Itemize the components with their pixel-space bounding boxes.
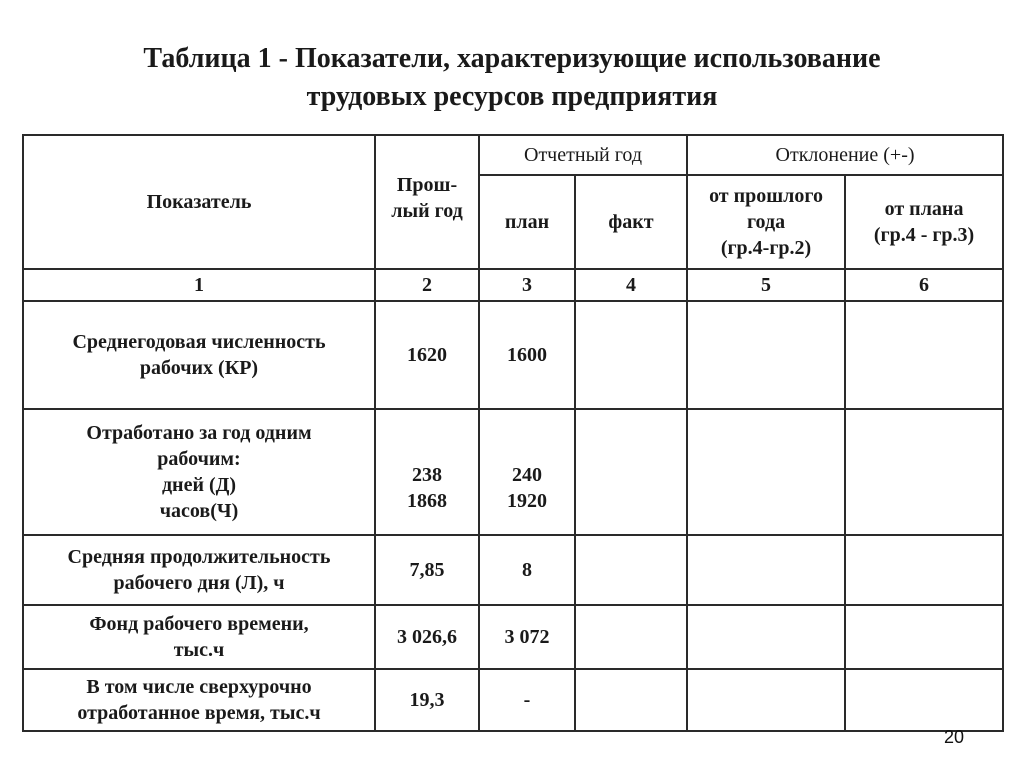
- cell-value: 3 072: [504, 626, 550, 648]
- row-label-line: рабочих (КР): [139, 357, 259, 379]
- col-number-4: 4: [575, 269, 687, 301]
- cell-dev-plan: [845, 535, 1003, 605]
- row-label: [23, 301, 375, 409]
- row-label-line: часов(Ч): [159, 500, 239, 522]
- title-line-2: трудовых ресурсов предприятия: [306, 81, 718, 112]
- col-number-2: 2: [375, 269, 479, 301]
- cell-dev-prev: [687, 535, 845, 605]
- cell-value: 1600: [507, 344, 547, 366]
- row-label-line: рабочим:: [157, 448, 241, 470]
- header-from-plan-line-2: (гр.4 - гр.3): [873, 224, 975, 246]
- cell-fact: [575, 605, 687, 669]
- table-row: [23, 669, 1003, 731]
- cell-dev-prev: [687, 669, 845, 731]
- cell-value: 240: [512, 464, 542, 486]
- row-label-line: В том числе сверхурочно: [86, 676, 312, 698]
- row-label: [23, 605, 375, 669]
- col-number-6: 6: [845, 269, 1003, 301]
- title-line-1: Таблица 1 - Показатели, характеризующие использование: [143, 43, 881, 74]
- cell-value: 1620: [407, 344, 447, 366]
- row-label-line: отработанное время, тыс.ч: [77, 702, 321, 724]
- row-label-line: Фонд рабочего времени,: [89, 613, 309, 635]
- header-from-prev: [687, 175, 845, 269]
- row-label-line: тыс.ч: [173, 639, 225, 661]
- row-label-line: Среднегодовая численность: [72, 331, 326, 353]
- page-number: 20: [943, 727, 964, 747]
- row-label: [23, 535, 375, 605]
- cell-plan: [479, 301, 575, 409]
- cell-prev-year: [375, 669, 479, 731]
- cell-fact: [575, 535, 687, 605]
- cell-dev-plan: [845, 605, 1003, 669]
- labor-resources-table: [22, 134, 1004, 732]
- cell-value: 8: [522, 559, 532, 581]
- page-title: [0, 40, 1024, 116]
- cell-fact: [575, 409, 687, 535]
- table-row: [23, 535, 1003, 605]
- cell-plan: [479, 535, 575, 605]
- header-row-1: [23, 135, 1003, 175]
- cell-fact: [575, 301, 687, 409]
- table-row: [23, 301, 1003, 409]
- header-fact: факт: [575, 175, 687, 269]
- cell-prev-year: [375, 535, 479, 605]
- cell-dev-prev: [687, 605, 845, 669]
- cell-value: 1868: [407, 490, 447, 512]
- row-label-line: Отработано за год одним: [86, 422, 312, 444]
- cell-dev-prev: [687, 409, 845, 535]
- header-plan: план: [479, 175, 575, 269]
- cell-value: 238: [412, 464, 442, 486]
- col-number-5: 5: [687, 269, 845, 301]
- cell-value: -: [523, 689, 531, 711]
- header-deviation: Отклонение (+-): [687, 135, 1003, 175]
- cell-value: 19,3: [409, 689, 445, 711]
- cell-prev-year: [375, 605, 479, 669]
- cell-value: 3 026,6: [397, 626, 457, 648]
- cell-fact: [575, 669, 687, 731]
- col-number-1: 1: [23, 269, 375, 301]
- row-label: [23, 409, 375, 535]
- row-label-line: Средняя продолжительность: [67, 546, 331, 568]
- cell-dev-plan: [845, 409, 1003, 535]
- cell-prev-year: [375, 409, 479, 535]
- row-label: [23, 669, 375, 731]
- header-prev-year: [375, 135, 479, 269]
- cell-plan: [479, 605, 575, 669]
- table-row: [23, 605, 1003, 669]
- cell-value: 1920: [507, 490, 547, 512]
- cell-dev-prev: [687, 301, 845, 409]
- col-number-3: 3: [479, 269, 575, 301]
- cell-plan: [479, 669, 575, 731]
- header-from-plan-line-1: от плана: [884, 198, 964, 220]
- row-label-line: рабочего дня (Л), ч: [113, 572, 285, 594]
- cell-dev-plan: [845, 301, 1003, 409]
- header-from-prev-line-3: (гр.4-гр.2): [720, 237, 812, 259]
- header-from-prev-line-1: от прошлого: [709, 185, 823, 207]
- header-prev-year-line-1: Прош-: [396, 174, 458, 196]
- column-numbers-row: [23, 269, 1003, 301]
- header-prev-year-line-2: лый год: [391, 200, 463, 222]
- row-label-line: дней (Д): [161, 474, 237, 496]
- cell-plan: [479, 409, 575, 535]
- table-row: [23, 409, 1003, 535]
- header-report-year: Отчетный год: [479, 135, 687, 175]
- cell-dev-plan: [845, 669, 1003, 731]
- cell-prev-year: [375, 301, 479, 409]
- header-from-prev-line-2: года: [746, 211, 786, 233]
- cell-value: 7,85: [409, 559, 445, 581]
- header-from-plan: [845, 175, 1003, 269]
- header-indicator: Показатель: [23, 135, 375, 269]
